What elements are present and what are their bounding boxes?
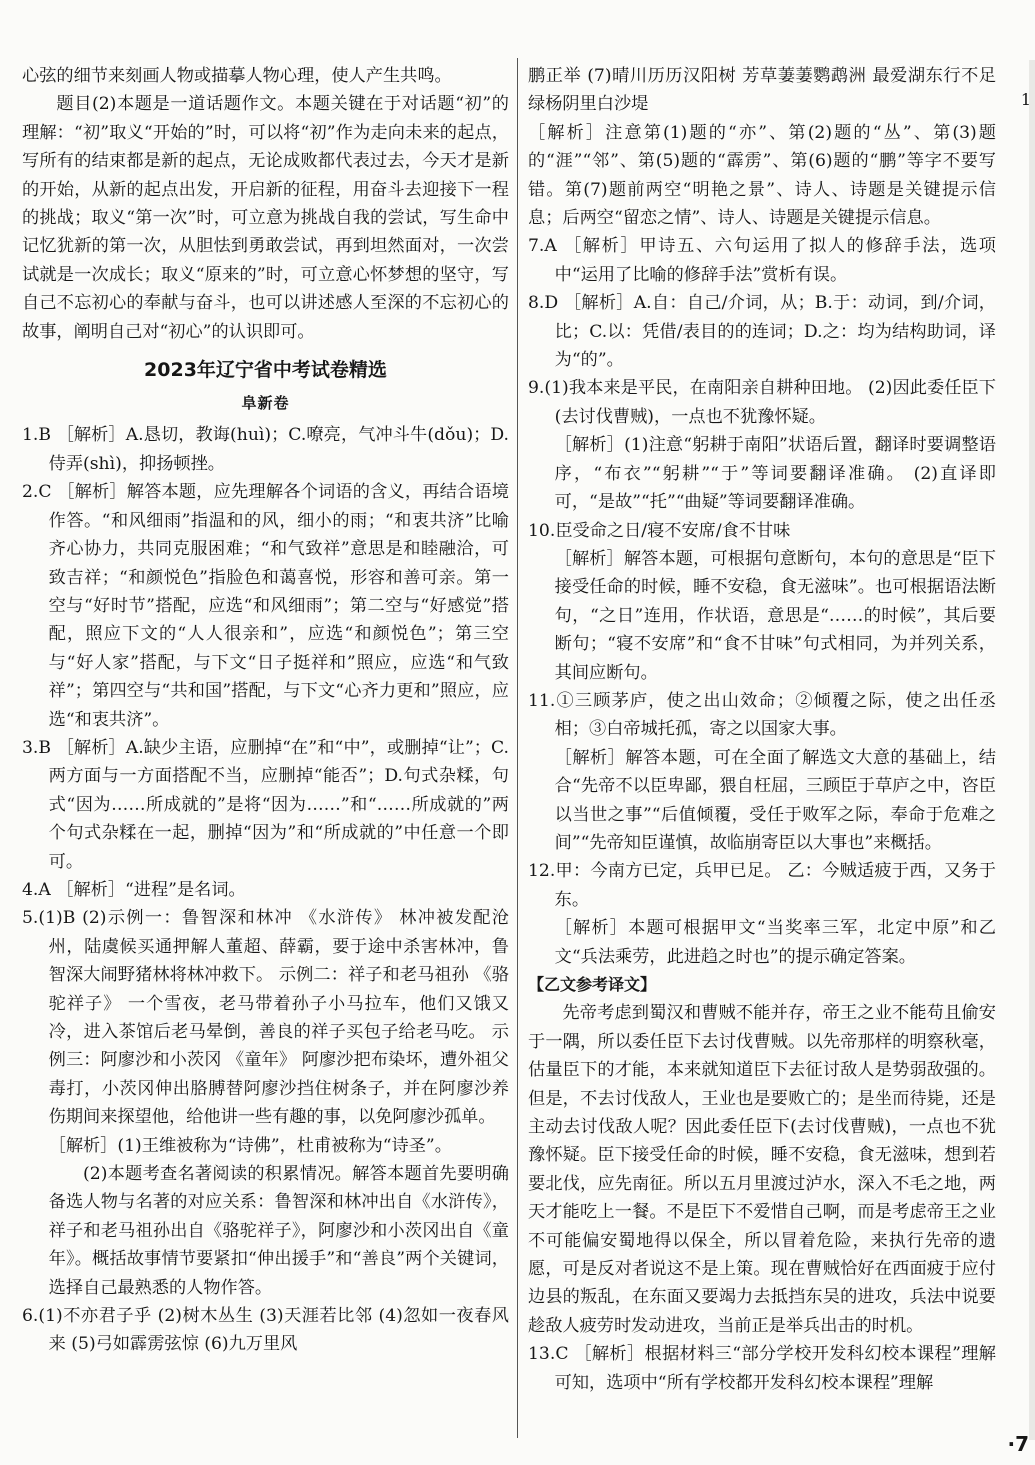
analysis-block: ［解析］注意第(1)题的“亦”、第(2)题的“丛”、第(3)题的“涯”“邻”、第(5)题的“霹雳”、第(6)题的“鹏”等字不要写错。第(7)题前两空“明艳之景”、诗人、诗题是关键提示信息；后两空“留恋之情”、诗人、诗题是关键提示信息。 <box>528 122 996 229</box>
page-edge-shadow <box>1029 60 1035 1440</box>
answer-item: 1.B ［解析］A.恳切，教诲(huì)；C.嘹亮，气冲斗牛(dǒu)；D.侍弄(shì)，抑扬顿挫。 <box>22 425 509 474</box>
answer-item: 10.臣受命之日/寝不安席/食不甘味 <box>528 520 791 541</box>
answer-item: 7.A ［解析］甲诗五、六句运用了拟人的修辞手法，选项中“运用了比喻的修辞手法”赏析有误。 <box>528 236 996 285</box>
analysis-block: (2)本题考查名著阅读的积累情况。解答本题首先要明确备选人物与名著的对应关系：鲁智深和林冲出自《水浒传》，祥子和老马祖孙出自《骆驼祥子》，阿廖沙和小茨冈出自《童年》。概括故事情节要紧扣“伸出援手”和“善良”两个关键词，选择自己最熟悉的人物作答。 <box>48 1164 509 1298</box>
page-number: ·7 <box>1007 1432 1029 1456</box>
section-title: 2023年辽宁省中考试卷精选 <box>144 359 387 382</box>
column-divider <box>517 58 518 1438</box>
left-column <box>22 62 509 1359</box>
answer-item: 9.(1)我本来是平民，在南阳亲自耕种田地。 (2)因此委任臣下(去讨伐曹贼)，一点也不犹豫怀疑。 <box>528 378 996 427</box>
analysis-block: ［解析］(1)王维被称为“诗佛”，杜甫被称为“诗圣”。 <box>48 1135 452 1156</box>
answer-item: 3.B ［解析］A.缺少主语，应删掉“在”和“中”，或删掉“让”；C.两方面与一方面搭配不当，应删掉“能否”；D.句式杂糅，句式“因为……所成就的”是将“因为……”和“……所成就的”两个句式杂糅在一起，删掉“因为”和“所成就的”中任意一个即可。 <box>22 737 509 872</box>
answer-item: 12.甲：今南方已定，兵甲已足。 乙：今贼适疲于西，又务于东。 <box>528 861 996 910</box>
analysis-block: ［解析］解答本题，可根据句意断句，本句的意思是“臣下接受任命的时候，睡不安稳，食无滋味”。也可根据语法断句，“之日”连用，作状语，意思是“……的时候”，其后要断句；“寝不安席”和“食不甘味”句式相同，为并列关系，其间应断句。 <box>554 548 996 683</box>
analysis-block: ［解析］本题可根据甲文“当奖率三军，北定中原”和乙文“兵法乘劳，此进趋之时也”的提示确定答案。 <box>554 918 996 967</box>
answer-item: 8.D ［解析］A.自：自己/介词，从；B.于：动词，到/介词，比；C.以：凭借/表目的的连词；D.之：均为结构助词，译为“的”。 <box>528 293 996 371</box>
reference-text: 先帝考虑到蜀汉和曹贼不能并存，帝王之业不能苟且偷安于一隅，所以委任臣下去讨伐曹贼。以先帝那样的明察秋毫，估量臣下的才能，本来就知道臣下去征讨敌人是势弱敌强的。但是，不去讨伐敌人，王业也是要败亡的；是坐而待毙，还是主动去讨伐敌人呢？因此委任臣下(去讨伐曹贼)，一点也不犹豫怀疑。臣下接受任命的时候，睡不安稳，食无滋味，想到若要北伐，应先南征。所以五月里渡过泸水，深入不毛之地，两天才能吃上一餐。不是臣下不爱惜自己啊，而是考虑帝王之业不可能偏安蜀地得以保全，所以冒着危险，来执行先帝的遗愿，可是反对者说这不是上策。现在曹贼恰好在西面疲于应付边县的叛乱，在东面又要竭力去抵挡东吴的进攻，兵法中说要趁敌人疲劳时发动进攻，当前正是举兵出击的时机。 <box>528 1003 996 1336</box>
right-column <box>528 62 996 1397</box>
answer-item: 4.A ［解析］“进程”是名词。 <box>22 879 246 900</box>
section-subtitle: 阜新卷 <box>241 394 290 413</box>
analysis-block: ［解析］(1)注意“躬耕于南阳”状语后置，翻译时要调整语序，“布衣”“躬耕”“于”等词要翻译准确。 (2)直译即可，“是故”“托”“曲疑”等词要翻译准确。 <box>554 435 996 513</box>
answer-item: 5.(1)B (2)示例一：鲁智深和林冲 《水浒传》 林冲被发配沧州，陆虞候买通押解人董超、薛霸，要于途中杀害林冲，鲁智深大闹野猪林将林冲救下。 示例二：祥子和老马祖孙 《骆驼祥子》 一个雪夜，老马带着孙子小马拉车，他们又饿又冷，进入茶馆后老马晕倒，善良的祥子买包子给老马吃。 示例三：阿廖沙和小茨冈 《童年》 阿廖沙把布染坏，遭外祖父毒打，小茨冈伸出胳膊替阿廖沙挡住树条子，并在阿廖沙养伤期间来探望他，给他讲一些有趣的事，以免阿廖沙孤单。 <box>22 908 509 1128</box>
edge-mark: 1 <box>1020 90 1031 109</box>
answer-item: 13.C ［解析］根据材料三“部分学校开发科幻校本课程”理解可知，选项中“所有学校都开发科幻校本课程”理解 <box>528 1344 996 1393</box>
text-block: 心弦的细节来刻画人物或描摹人物心理，使人产生共鸣。 <box>22 66 452 86</box>
text-block: 鹏正举 (7)晴川历历汉阳树 芳草萋萋鹦鹉洲 最爱湖东行不足 绿杨阴里白沙堤 <box>528 66 996 115</box>
reference-title: 【乙文参考译文】 <box>528 975 657 994</box>
answer-item: 2.C ［解析］解答本题，应先理解各个词语的含义，再结合语境作答。“和风细雨”指温和的风，细小的雨；“和衷共济”比喻齐心协力，共同克服困难；“和气致祥”意思是和睦融洽，可致吉祥；“和颜悦色”指脸色和蔼喜悦，形容和善可亲。第一空与“好时节”搭配，应选“和风细雨”；第二空与“好感觉”搭配，照应下文的“人人很亲和”，应选“和颜悦色”；第三空与“好人家”搭配，与下文“日子挺祥和”照应，应选“和气致祥”；第四空与“共和国”搭配，与下文“心齐力更和”照应，应选“和衷共济”。 <box>22 482 509 730</box>
analysis-block: ［解析］解答本题，可在全面了解选文大意的基础上，结合“先帝不以臣卑鄙，猥自枉屈，三顾臣于草庐之中，咨臣以当世之事”“后值倾覆，受任于败军之际，奉命于危难之间”“先帝知臣谨慎，故临崩寄臣以大事也”来概括。 <box>554 747 996 853</box>
text-block: 题目(2)本题是一道话题作文。本题关键在于对话题“初”的理解：“初”取义“开始的”时，可以将“初”作为走向未来的起点，写所有的结束都是新的起点，无论成败都代表过去，今天才是新的开始，从新的起点出发，开启新的征程，用奋斗去迎接下一程的挑战；取义“第一次”时，可立意为挑战自我的尝试，写生命中记忆犹新的第一次，从胆怯到勇敢尝试，再到坦然面对，一次尝试就是一次成长；取义“原来的”时，可立意心怀梦想的坚守，写自己不忘初心的奉献与奋斗，也可以讲述感人至深的不忘初心的故事，阐明自己对“初心”的认识即可。 <box>22 94 509 342</box>
answer-item: 6.(1)不亦君子乎 (2)树木丛生 (3)天涯若比邻 (4)忽如一夜春风来 (5)弓如霹雳弦惊 (6)九万里风 <box>22 1306 509 1355</box>
answer-item: 11.①三顾茅庐，使之出山效命；②倾覆之际，使之出任丞相；③白帝城托孤，寄之以国家大事。 <box>528 690 996 740</box>
